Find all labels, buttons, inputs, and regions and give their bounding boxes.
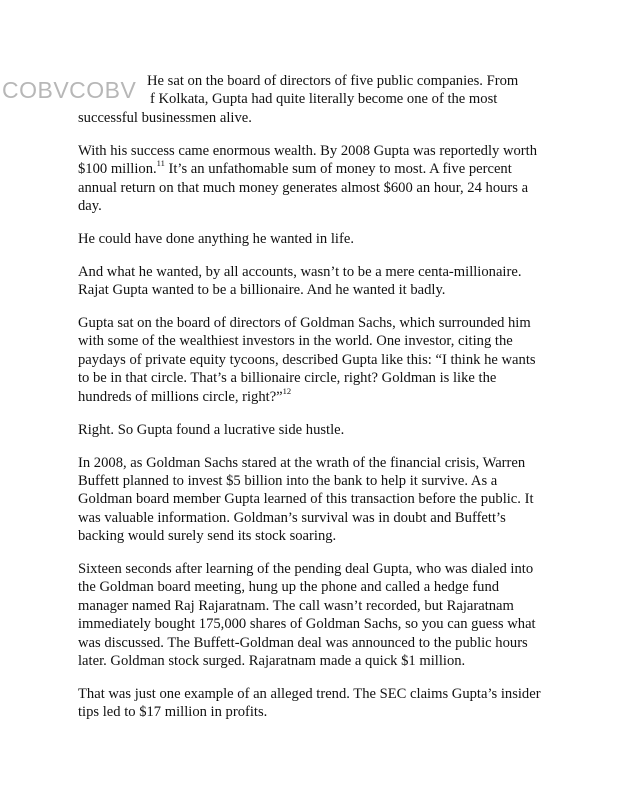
paragraph-7: In 2008, as Goldman Sachs stared at the wrath of the financial crisis, Warren Buffett planned to invest $5 billion into the bank to help it survive. As a Goldman board member Gupta learned of this transaction before the public. It was valuable information. Goldman’s survival was in doubt and Buffett’s backing would surely send its stock soaring. bbox=[78, 454, 534, 545]
paragraph-1-line-2: f Kolkata, Gupta had quite literally become one of the most bbox=[150, 91, 498, 108]
paragraph-8: Sixteen seconds after learning of the pending deal Gupta, who was dialed into the Goldman board meeting, hung up the phone and called a hedge fund manager named Raj Rajaratnam. The call wasn’t recorded, but Rajaratnam immediately bought 175,000 shares of Goldman Sachs, so you can guess what was discussed. The Buffett-Goldman deal was announced to the public hours later. Goldman stock surged. Rajaratnam made a quick $1 million. bbox=[78, 561, 536, 670]
paragraph-5-text: Gupta sat on the board of directors of Goldman Sachs, which surrounded him with some of the wealthiest investors in the world. One investor, citing the paydays of private equity tycoons, described Gupta like this: “I think he wants to be in that circle. That’s a billionaire circle, right? Goldman is like the hundreds of millions circle, right?” bbox=[78, 315, 536, 405]
footnote-ref-12: 12 bbox=[282, 385, 292, 396]
footnote-ref-11: 11 bbox=[156, 158, 165, 169]
watermark-text: COBVCOBV bbox=[2, 77, 137, 103]
paragraph-9: That was just one example of an alleged trend. The SEC claims Gupta’s insider tips led to $17 million in profits. bbox=[78, 685, 541, 721]
paragraph-2 bbox=[78, 142, 548, 216]
paragraph-4: And what he wanted, by all accounts, wasn’t to be a mere centa-millionaire. Rajat Gupta wanted to be a billionaire. And he wanted it badly. bbox=[78, 263, 522, 299]
paragraph-5 bbox=[78, 314, 548, 406]
paragraph-1-line-1: He sat on the board of directors of five public companies. From bbox=[147, 73, 519, 89]
paragraph-1-line-3: successful businessmen alive. bbox=[78, 109, 252, 126]
paragraph-6: Right. So Gupta found a lucrative side hustle. bbox=[78, 421, 345, 438]
paragraph-2-text-a: With his success came enormous wealth. By 2008 Gupta was reportedly worth $100 million. bbox=[78, 142, 538, 178]
paragraph-3: He could have done anything he wanted in life. bbox=[78, 230, 354, 247]
body-text bbox=[78, 72, 548, 736]
paragraph-2-text-b: It’s an unfathomable sum of money to most. A five percent annual return on that much money generates almost $600 an hour, 24 hours a day. bbox=[78, 161, 529, 214]
paragraph-1 bbox=[78, 72, 548, 127]
